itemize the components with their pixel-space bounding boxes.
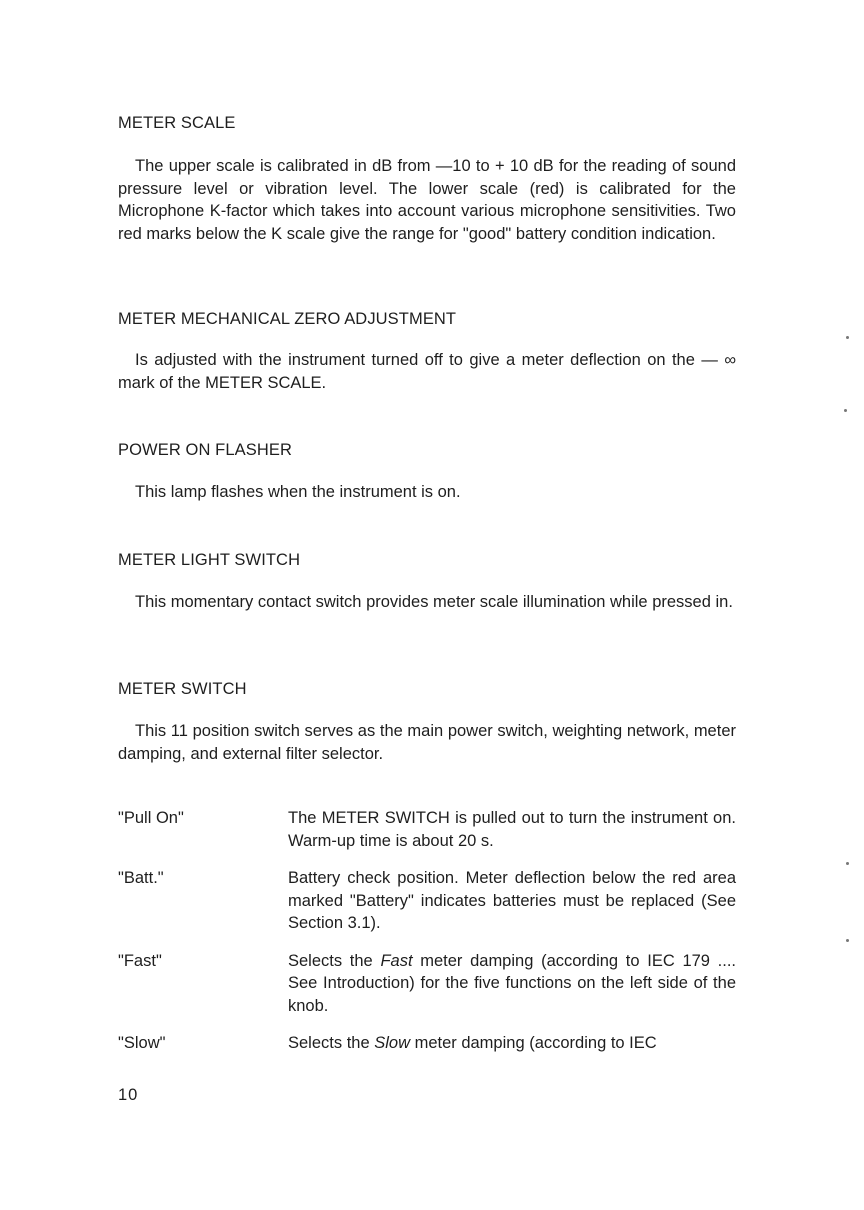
list-item (118, 807, 736, 852)
position-description: Selects the Fast meter damping (according to IEC 179 .... See Introduction) for the five functions on the left side of the knob. (288, 951, 737, 1015)
section-heading: METER SCALE (118, 114, 236, 132)
position-term: "Pull On" (118, 809, 184, 827)
position-description: Battery check position. Meter deflection below the red area marked "Battery" indicates batteries must be replaced (See Section 3.1). (288, 869, 736, 932)
section-heading: METER SWITCH (118, 680, 247, 698)
section-meter-switch (118, 678, 736, 765)
section-body: The upper scale is calibrated in dB from —10 to + 10 dB for the reading of sound pressure level or vibration level. The lower scale (red) is calibrated for the Microphone K-factor which takes into account various microphone sensitivities. Two red marks below the K scale give the range for "good" battery condition indication. (118, 157, 736, 243)
section-body: This 11 position switch serves as the main power switch, weighting network, meter damping, and external filter selector. (118, 722, 736, 763)
position-term: "Batt." (118, 869, 164, 887)
scan-speck (846, 862, 849, 865)
section-body: This lamp flashes when the instrument is on. (135, 483, 461, 501)
list-item (118, 867, 736, 935)
scan-speck (846, 336, 849, 339)
list-item (118, 1032, 736, 1055)
section-meter-scale (118, 112, 736, 245)
section-heading: METER LIGHT SWITCH (118, 551, 301, 569)
section-power-flasher (118, 439, 736, 504)
list-item (118, 950, 736, 1018)
section-light-switch (118, 549, 736, 614)
section-body: Is adjusted with the instrument turned off to give a meter deflection on the — ∞ mark of the METER SCALE. (118, 351, 736, 392)
switch-position-list (118, 807, 736, 1070)
position-description: Selects the Slow meter damping (according to IEC (288, 1034, 657, 1052)
section-heading: POWER ON FLASHER (118, 441, 292, 459)
page-number: 10 (118, 1086, 139, 1104)
scan-speck (844, 409, 847, 412)
section-body: This momentary contact switch provides meter scale illumination while pressed in. (135, 593, 733, 611)
position-term: "Fast" (118, 951, 162, 970)
position-description: The METER SWITCH is pulled out to turn the instrument on. Warm-up time is about 20 s. (288, 809, 736, 850)
position-term: "Slow" (118, 1034, 166, 1052)
scan-speck (846, 939, 849, 942)
section-zero-adjustment (118, 308, 736, 394)
section-heading: METER MECHANICAL ZERO ADJUSTMENT (118, 310, 457, 328)
